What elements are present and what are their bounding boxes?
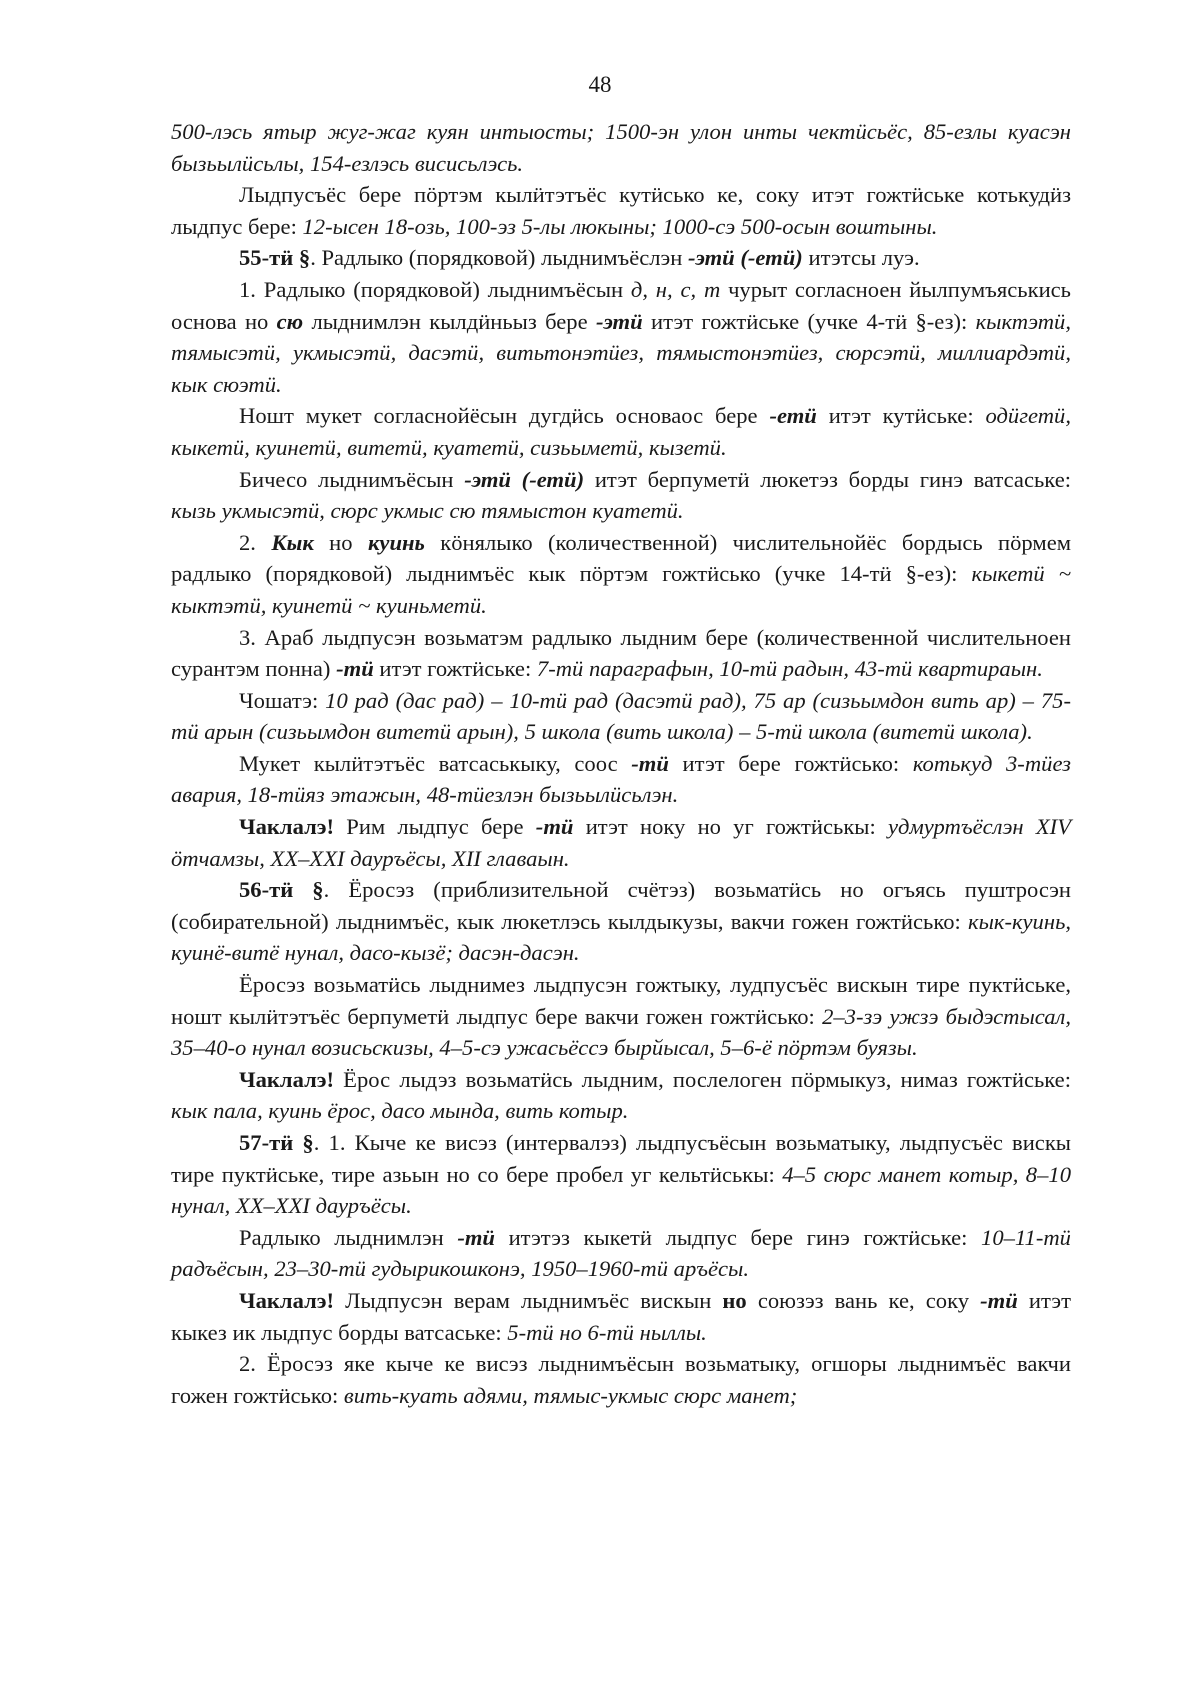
text-run: итэт гожтӥське (учке 4-тӥ §-ез): bbox=[642, 308, 976, 334]
italic-example: д, н, с, т bbox=[630, 276, 721, 302]
paragraph bbox=[171, 685, 1071, 748]
paragraph bbox=[171, 242, 1071, 274]
paragraph bbox=[171, 464, 1071, 527]
italic-example: удмуртъёслэн XIV ӧтчамзы, XX–XXI дауръёсы, XII главаын. bbox=[171, 814, 1071, 871]
bold-term: 55-тӥ § bbox=[239, 245, 311, 271]
bold-italic-term: -етӥ bbox=[769, 403, 817, 429]
paragraph bbox=[171, 179, 1071, 242]
bold-italic-term: Кык bbox=[271, 529, 314, 555]
text-run: итэт ноку но уг гожтӥськы: bbox=[573, 814, 888, 840]
text-run: Ёросэз возьматӥсь лыднимез лыдпусэн гожтыку, лудпусъёс вискын тире пуктӥське, ношт кылӥтэтъёс берпуметӥ лыдпус бере вакчи гожен гожтӥсько: bbox=[171, 972, 1071, 1029]
text-run: . 1. Кыче ке висэз (интервалэз) лыдпусъёсын возьматыку, лыдпусъёс вискы тире пуктӥське, тире азьын но со бере пробел уг кельтӥськы: bbox=[171, 1130, 1071, 1187]
text-run: чурыт согласноен йылпумъяськись основа но bbox=[171, 276, 1071, 334]
bold-term: Чаклалэ! bbox=[239, 1066, 335, 1092]
bold-term: Чаклалэ! bbox=[239, 1287, 335, 1313]
italic-example: 2–3-зэ ужзэ быдэстысал, 35–40-о нунал возисьскизы, 4–5-сэ ужасьёссэ бырйысал, 5–6-ё пӧртэм буязы. bbox=[171, 1003, 1071, 1061]
italic-example: 7-тӥ параграфын, 10-тӥ радын, 43-тӥ квартираын. bbox=[536, 656, 1043, 682]
text-run: . Ёросэз (приблизительной счётэз) возьматӥсь но огъясь пуштросэн (собирательной) лыднимъёс, кык люкетлэсь кылдыкузы, вакчи гожен гожтӥсько: bbox=[171, 877, 1071, 934]
text-run: итэт гожтӥське: bbox=[373, 656, 537, 682]
italic-example: 12-ысен 18-озь, 100-эз 5-лы люкыны; 1000-сэ 500-осын воштыны. bbox=[302, 213, 938, 239]
text-run: итэт кыкез ик лыдпус борды ватсаське: bbox=[171, 1287, 1071, 1345]
text-run: итэтсы луэ. bbox=[802, 245, 920, 271]
text-run: Радлыко лыднимлэн bbox=[239, 1224, 458, 1250]
paragraph bbox=[171, 1127, 1071, 1222]
paragraph bbox=[171, 116, 1071, 179]
paragraph bbox=[171, 811, 1071, 874]
italic-example: 4–5 сюрс манет котыр, 8–10 нунал, XX–XXI дауръёсы. bbox=[171, 1161, 1071, 1219]
text-run: 3. Араб лыдпусэн возьматэм радлыко лыдним бере (количественной числительноен сурантэм понна) bbox=[171, 624, 1071, 682]
paragraph bbox=[171, 527, 1071, 622]
italic-example: одӥгетӥ, кыкетӥ, куинетӥ, витетӥ, куатетӥ, сизьыметӥ, кызетӥ. bbox=[171, 403, 1072, 460]
paragraph bbox=[171, 748, 1071, 811]
paragraph bbox=[171, 1285, 1071, 1348]
bold-italic-term: -этӥ (-етӥ) bbox=[687, 245, 803, 271]
text-run: Мукет кылӥтэтъёс ватсаськыку, соос bbox=[239, 750, 632, 776]
text-run: но bbox=[313, 529, 368, 555]
bold-italic-term: сю bbox=[276, 308, 304, 334]
paragraph bbox=[171, 874, 1071, 969]
text-run: Бичесо лыднимъёсын bbox=[239, 466, 465, 492]
text-run: итэт кутӥське: bbox=[816, 403, 986, 429]
paragraph bbox=[171, 1222, 1071, 1285]
bold-term: Чаклалэ! bbox=[239, 814, 335, 840]
text-run: Лыдпусъёс бере пӧртэм кылӥтэтъёс кутӥсько ке, соку итэт гожтӥське котькудӥз лыдпус бере: bbox=[171, 182, 1071, 239]
bold-italic-term: -тӥ bbox=[631, 750, 669, 776]
italic-example: 500-лэсь ятыр жуг-жаг куян интыосты; 1500-эн улон инты чектӥсьёс, 85-езлы куасэн бызьылӥсьлы, 154-езлэсь висисьлэсь. bbox=[171, 119, 1071, 176]
text-run: кӧнялыко (количественной) числительнойёс бордысь пӧрмем радлыко (порядковой) лыднимъёс кык пӧртэм гожтӥсько (учке 14-тӥ §-ез): bbox=[171, 529, 1072, 587]
text-run: 1. Радлыко (порядковой) лыднимъёсын bbox=[239, 276, 631, 302]
italic-example: кык-куинь, куинё-витё нунал, дасо-кызё; дасэн-дасэн. bbox=[171, 908, 1071, 966]
bold-term: 57-тӥ § bbox=[239, 1130, 314, 1155]
paragraph bbox=[171, 969, 1071, 1064]
text-run: союзэз вань ке, соку bbox=[746, 1287, 981, 1313]
text-run: 2. bbox=[239, 529, 272, 555]
text-run: лыднимлэн кылдӥньыз бере bbox=[303, 308, 596, 334]
text-run: Ёрос лыдэз возьматӥсь лыдним, послелоген пӧрмыкуз, нимаз гожтӥське: bbox=[334, 1066, 1071, 1092]
paragraph bbox=[171, 1348, 1071, 1411]
text-run: Рим лыдпус бере bbox=[334, 814, 536, 840]
page-body bbox=[171, 116, 1071, 1411]
paragraph bbox=[171, 1064, 1071, 1127]
paragraph bbox=[171, 400, 1071, 463]
italic-example: кызь укмысэтӥ, сюрс укмыс сю тямыстон куатетӥ. bbox=[171, 498, 684, 524]
bold-italic-term: -тӥ bbox=[535, 814, 574, 840]
italic-example: 5-тӥ но 6-тӥ ныллы. bbox=[507, 1319, 707, 1345]
italic-example: кыкетӥ ~ кыктэтӥ, куинетӥ ~ куиньметӥ. bbox=[171, 561, 1071, 618]
page-number: 48 bbox=[588, 72, 612, 97]
text-run: Ношт мукет согласнойёсын дугдӥсь основаос бере bbox=[239, 403, 770, 429]
italic-example: кыктэтӥ, тямысэтӥ, укмысэтӥ, дасэтӥ, витьтонэтӥез, тямыстонэтӥез, сюрсэтӥ, миллиардэтӥ, кык сюэтӥ. bbox=[171, 308, 1071, 397]
italic-example: кык пала, куинь ёрос, дасо мында, вить котыр. bbox=[171, 1098, 629, 1124]
text-run: . Радлыко (порядковой) лыднимъёслэн bbox=[310, 245, 688, 271]
bold-term: 56-тӥ § bbox=[239, 877, 324, 903]
bold-italic-term: -тӥ bbox=[457, 1224, 495, 1250]
bold-italic-term: -тӥ bbox=[980, 1287, 1018, 1313]
paragraph bbox=[171, 622, 1071, 685]
bold-italic-term: -этӥ bbox=[595, 308, 643, 334]
italic-example: 10 рад (дас рад) – 10-тӥ рад (дасэтӥ рад), 75 ар (сизьымдон вить ар) – 75-тӥ арын (сизьымдон витетӥ арын), 5 школа (вить школа) – 5-тӥ школа (витетӥ школа). bbox=[171, 687, 1071, 745]
text-run: Чошатэ: bbox=[239, 687, 326, 713]
italic-example: 10–11-тӥ радъёсын, 23–30-тӥ гудырикошконэ, 1950–1960-тӥ аръёсы. bbox=[171, 1224, 1071, 1282]
paragraph bbox=[171, 274, 1071, 400]
bold-italic-term: куинь bbox=[367, 529, 425, 555]
italic-example: вить-куать адями, тямыс-укмыс сюрс манет; bbox=[343, 1382, 798, 1408]
bold-term: но bbox=[722, 1287, 747, 1313]
text-run: итэт бере гожтӥсько: bbox=[668, 750, 913, 776]
text-run: Лыдпусэн верам лыднимъёс вискын bbox=[334, 1287, 723, 1313]
text-run: итэт берпуметӥ люкетэз борды гинэ ватсаське: bbox=[584, 466, 1071, 492]
bold-italic-term: -тӥ bbox=[336, 656, 374, 682]
text-run: итэтэз кыкетӥ лыдпус бере гинэ гожтӥське: bbox=[495, 1224, 982, 1250]
text-run: 2. Ёросэз яке кыче ке висэз лыднимъёсын возьматыку, огшоры лыднимъёс вакчи гожен гожтӥсько: bbox=[171, 1351, 1071, 1408]
italic-example: котькуд 3-тӥез авария, 18-тӥяз этажын, 48-тӥезлэн бызьылӥсьлэн. bbox=[171, 750, 1071, 808]
bold-italic-term: -этӥ (-етӥ) bbox=[464, 466, 585, 492]
